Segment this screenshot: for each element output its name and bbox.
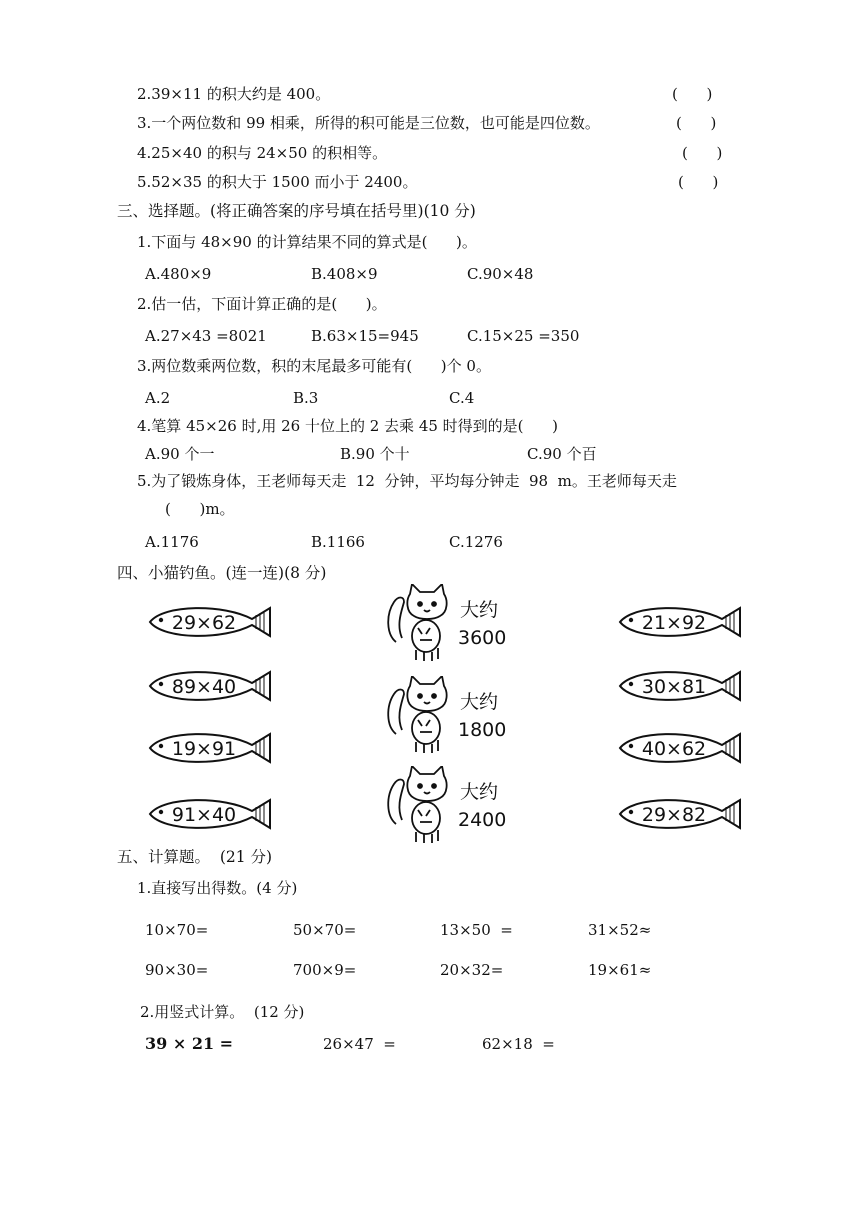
judge-item-3: 3.一个两位数和 99 相乘，所得的积可能是三位数，也可能是四位数。	[137, 114, 600, 132]
choice-q3-stem: 3.两位数乘两位数，积的末尾最多可能有( )个 0。	[137, 357, 491, 375]
fish-eye-icon	[629, 682, 633, 686]
choice-q5-option-b[interactable]: B.1166	[311, 533, 365, 551]
choice-q5-stem: 5.为了锻炼身体，王老师每天走 12 分钟，平均每分钟走 98 m。王老师每天走	[137, 472, 677, 490]
judge-blank-2[interactable]: ( )	[672, 85, 713, 103]
judge-blank-4[interactable]: ( )	[682, 144, 723, 162]
fish-eye-icon	[159, 618, 163, 622]
vertical-calc-3[interactable]: 62×18 =	[482, 1035, 555, 1053]
judge-blank-5[interactable]: ( )	[678, 173, 719, 191]
calc-r1-c3[interactable]: 13×50 =	[440, 921, 513, 939]
calc-sub2-title: 2.用竖式计算。 (12 分)	[140, 1003, 305, 1021]
choice-section-title: 三、选择题。(将正确答案的序号填在括号里)(10 分)	[117, 202, 476, 220]
choice-q5-option-a[interactable]: A.1176	[145, 533, 199, 551]
choice-q2-option-b[interactable]: B.63×15=945	[311, 327, 419, 345]
cat-1[interactable]	[382, 584, 512, 664]
fish-eye-icon	[629, 810, 633, 814]
cat-icon	[388, 766, 446, 843]
choice-q5-option-c[interactable]: C.1276	[449, 533, 503, 551]
calc-r2-c1[interactable]: 90×30=	[145, 961, 209, 979]
judge-item-5: 5.52×35 的积大于 1500 而小于 2400。	[137, 173, 418, 191]
calc-sub1-title: 1.直接写出得数。(4 分)	[137, 879, 298, 897]
fishing-section-title: 四、小猫钓鱼。(连一连)(8 分)	[117, 564, 327, 582]
fish-left-4[interactable]	[146, 794, 276, 834]
fish-left-1[interactable]	[146, 602, 276, 642]
fish-right-2[interactable]	[616, 666, 746, 706]
cat-3[interactable]	[382, 766, 512, 846]
fish-expression: 30×81	[641, 676, 707, 698]
cat-value: 2400	[458, 809, 507, 831]
choice-q2-option-a[interactable]: A.27×43 =8021	[145, 327, 267, 345]
choice-q1-option-c[interactable]: C.90×48	[467, 265, 534, 283]
fish-right-3[interactable]	[616, 728, 746, 768]
choice-q4-option-a[interactable]: A.90 个一	[145, 445, 215, 463]
cat-label: 大约	[460, 781, 499, 803]
choice-q4-stem: 4.笔算 45×26 时,用 26 十位上的 2 去乘 45 时得到的是( )	[137, 417, 558, 435]
choice-q4-option-b[interactable]: B.90 个十	[340, 445, 410, 463]
fish-expression: 19×91	[171, 738, 237, 760]
fish-eye-icon	[159, 682, 163, 686]
fish-right-4[interactable]	[616, 794, 746, 834]
cat-label: 大约	[460, 691, 499, 713]
judge-item-4: 4.25×40 的积与 24×50 的积相等。	[137, 144, 388, 162]
cat-value: 3600	[458, 627, 507, 649]
cat-icon	[388, 584, 446, 661]
choice-q1-option-b[interactable]: B.408×9	[311, 265, 378, 283]
choice-q3-option-c[interactable]: C.4	[449, 389, 475, 407]
calc-r2-c4[interactable]: 19×61≈	[588, 961, 652, 979]
choice-q2-stem: 2.估一估，下面计算正确的是( )。	[137, 295, 387, 313]
calc-section-title: 五、计算题。 (21 分)	[117, 848, 273, 866]
cat-label: 大约	[460, 599, 499, 621]
choice-q5-stem-blank[interactable]: ( )m。	[165, 500, 235, 518]
judge-item-2: 2.39×11 的积大约是 400。	[137, 85, 331, 103]
fish-expression: 40×62	[641, 738, 707, 760]
calc-r1-c2[interactable]: 50×70=	[293, 921, 357, 939]
fish-eye-icon	[159, 744, 163, 748]
fish-eye-icon	[159, 810, 163, 814]
choice-q3-option-a[interactable]: A.2	[145, 389, 171, 407]
fish-eye-icon	[629, 618, 633, 622]
calc-r1-c1[interactable]: 10×70=	[145, 921, 209, 939]
judge-blank-3[interactable]: ( )	[676, 114, 717, 132]
choice-q1-stem: 1.下面与 48×90 的计算结果不同的算式是( )。	[137, 233, 477, 251]
choice-q1-option-a[interactable]: A.480×9	[145, 265, 212, 283]
fish-expression: 29×62	[171, 612, 237, 634]
choice-q2-option-c[interactable]: C.15×25 =350	[467, 327, 580, 345]
cat-2[interactable]	[382, 676, 512, 756]
fish-right-1[interactable]	[616, 602, 746, 642]
calc-r2-c2[interactable]: 700×9=	[293, 961, 357, 979]
calc-r1-c4[interactable]: 31×52≈	[588, 921, 652, 939]
fish-expression: 91×40	[171, 804, 237, 826]
fish-left-2[interactable]	[146, 666, 276, 706]
calc-r2-c3[interactable]: 20×32=	[440, 961, 504, 979]
fish-expression: 29×82	[641, 804, 707, 826]
vertical-calc-2[interactable]: 26×47 =	[323, 1035, 396, 1053]
cat-value: 1800	[458, 719, 507, 741]
fish-eye-icon	[629, 744, 633, 748]
choice-q3-option-b[interactable]: B.3	[293, 389, 319, 407]
fish-expression: 89×40	[171, 676, 237, 698]
fish-left-3[interactable]	[146, 728, 276, 768]
cat-icon	[388, 676, 446, 753]
choice-q4-option-c[interactable]: C.90 个百	[527, 445, 597, 463]
vertical-calc-1[interactable]: 39 × 21 =	[145, 1034, 234, 1053]
fish-expression: 21×92	[641, 612, 707, 634]
